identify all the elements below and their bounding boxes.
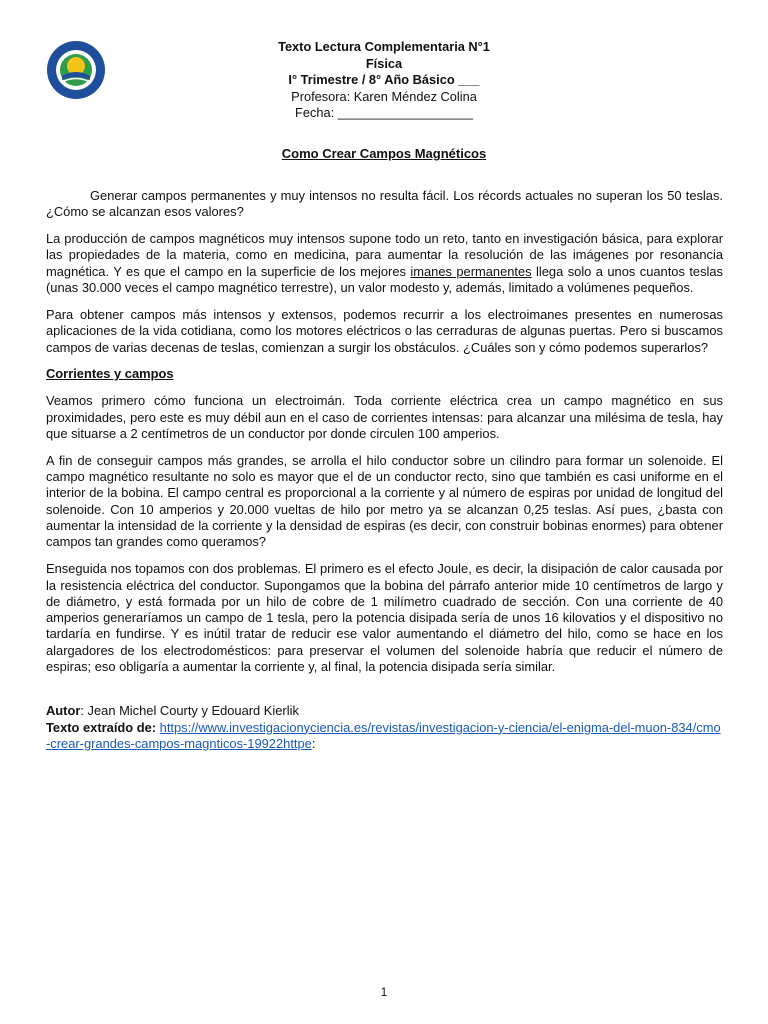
author-line bbox=[46, 703, 723, 719]
paragraph-4: Veamos primero cómo funciona un electroimán. Toda corriente eléctrica crea un campo magnético en sus proximidades, pero este es muy débil aun en el caso de corrientes intensas: para alcanzar una milésima de tesla, hay que situarse a 2 centímetros de un conductor por donde circulen 100 amperios. bbox=[46, 393, 723, 441]
source-label: Texto extraído de: bbox=[46, 719, 157, 735]
paragraph-2 bbox=[46, 231, 723, 296]
section-heading: Corrientes y campos bbox=[46, 366, 174, 382]
author-label: Autor bbox=[46, 703, 81, 719]
source-line bbox=[46, 720, 723, 753]
page-number: 1 bbox=[380, 985, 388, 999]
paragraph-2-text-a: La producción de campos magnéticos muy intensos supone todo un reto, tanto en investigación básica, para explorar las propiedades de la materia, como en medicina, para aumentar la resolución de las imágenes por resonancia magnética. Y es que el campo en la superficie de los mejores bbox=[46, 231, 723, 279]
paragraph-2-text-b: llega solo a unos cuantos teslas (unas 30.000 veces el campo magnético terrestre), un valor modesto y, además, limitado a volúmenes pequeños. bbox=[46, 263, 723, 296]
paragraph-6: Enseguida nos topamos con dos problemas. El primero es el efecto Joule, es decir, la disipación de calor causada por la resistencia eléctrica del conductor. Supongamos que la bobina del párrafo anterior mide 10 centímetros de largo y de diámetro, y está formada por un hilo de cobre de 1 milímetro cuadrado de sección. Con una corriente de 40 amperios generaríamos un campo de 1 tesla, pero la potencia disipada sería de unos 16 kilovatios y el dispositivo no tardaría en fundirse. Y es inútil tratar de reducir ese valor aumentando el diámetro del hilo, como se hace en los alargadores de los electrodomésticos: para preservar el volumen del solenoide habría que reducir el número de espiras; eso obligaría a aumentar la corriente y, al final, la potencia disipada sería similar. bbox=[46, 561, 723, 674]
paragraph-1: Generar campos permanentes y muy intensos no resulta fácil. Los récords actuales no superan los 50 teslas. ¿Cómo se alcanzan esos valores? bbox=[46, 188, 723, 220]
credits bbox=[46, 703, 723, 752]
header-title: Texto Lectura Complementaria N°1 bbox=[278, 39, 490, 54]
header-date: Fecha: ___________________ bbox=[295, 105, 473, 121]
document-body bbox=[46, 188, 723, 752]
paragraph-3: Para obtener campos más intensos y extensos, podemos recurrir a los electroimanes presentes en numerosas aplicaciones de la vida cotidiana, como los motores eléctricos o las cerraduras de algunas puertas. Pero si buscamos campos de varias decenas de teslas, comienzan a surgir los obstáculos. ¿Cuáles son y cómo podemos superarlos? bbox=[46, 306, 723, 355]
source-link[interactable]: https://www.investigacionyciencia.es/revistas/investigacion-y-ciencia/el-enigma-del-muon-834/cmo-crear-grandes-campos-magnticos-19922httpe bbox=[46, 719, 721, 751]
document-title: Como Crear Campos Magnéticos bbox=[281, 146, 487, 161]
imanes-permanentes-link[interactable]: imanes permanentes bbox=[410, 263, 532, 279]
header-subject: Física bbox=[365, 55, 403, 71]
document-header bbox=[180, 39, 588, 122]
header-term: I° Trimestre / 8° Año Básico ___ bbox=[288, 72, 480, 88]
school-logo bbox=[46, 40, 106, 100]
source-tail: : bbox=[311, 735, 316, 751]
author-value: : Jean Michel Courty y Edouard Kierlik bbox=[80, 703, 299, 719]
paragraph-5: A fin de conseguir campos más grandes, se arrolla el hilo conductor sobre un cilindro para formar un solenoide. El campo magnético resultante no solo es mayor que el de un conductor recto, sino que también es casi uniforme en el interior de la bobina. El campo central es proporcional a la corriente y al número de espiras por unidad de longitud del solenoide. Con 10 amperios y 20.000 vueltas de hilo por metro ya se alcanzan 0,25 teslas. Así pues, ¿basta con aumentar la intensidad de la corriente y la densidad de espiras (es decir, con construir bobinas enormes) para obtener campos tan grandes como queramos? bbox=[46, 452, 723, 550]
header-teacher: Profesora: Karen Méndez Colina bbox=[291, 88, 477, 104]
